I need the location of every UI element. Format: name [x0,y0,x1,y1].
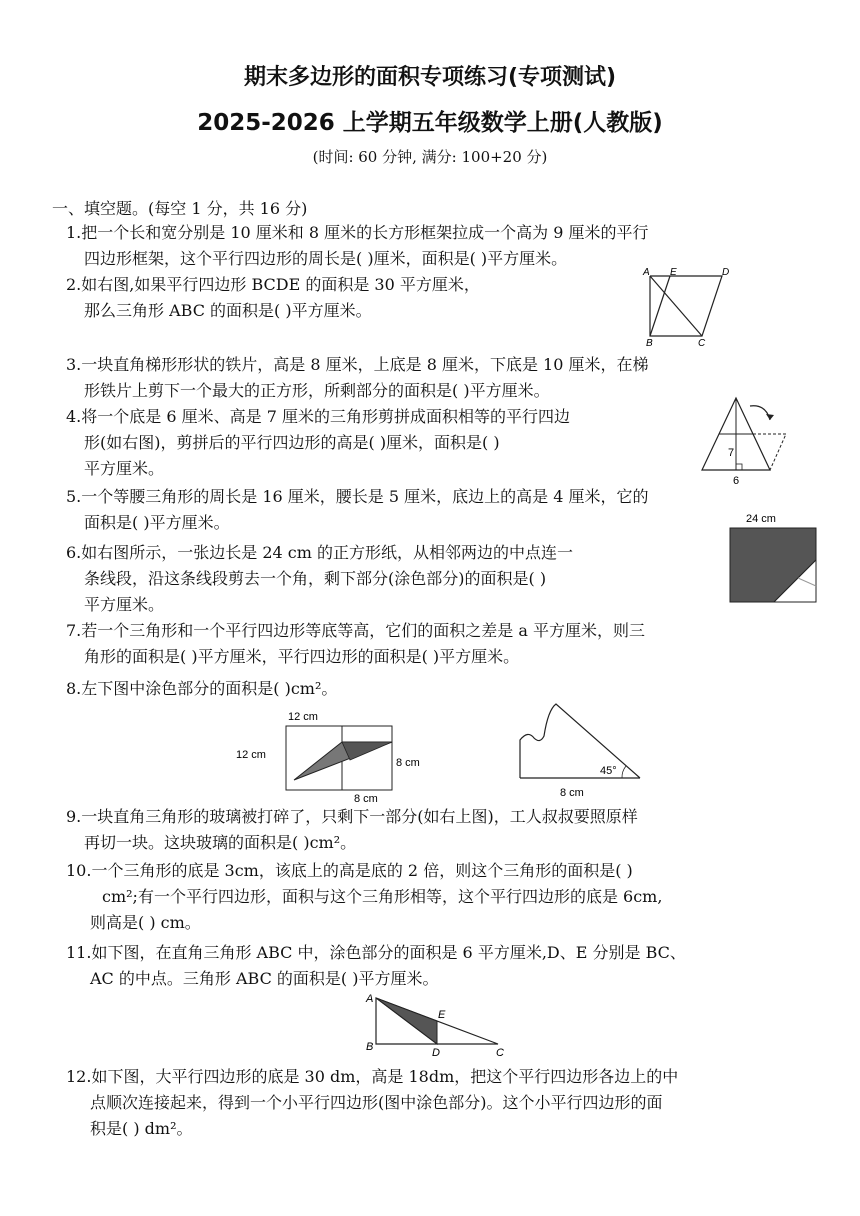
question-7 [66,618,645,670]
question-1-line-2: 四边形框架，这个平行四边形的周长是( )厘米，面积是( )平方厘米。 [84,249,568,268]
question-11-line-2: AC 的中点。三角形 ABC 的面积是( )平方厘米。 [90,969,439,988]
fig8-label-left: 12 cm [236,749,266,761]
question-5-line-2: 面积是( )平方厘米。 [84,513,230,532]
question-1 [66,220,649,272]
question-2-line-1: 2.如右图,如果平行四边形 BCDE 的面积是 30 平方厘米， [66,275,480,294]
question-4-line-3: 平方厘米。 [84,459,165,478]
question-11 [66,940,686,992]
page-subtitle: 2025-2026 上学期五年级数学上册(人教版) [197,110,663,136]
question-6-line-2: 条线段，沿这条线段剪去一个角，剩下部分(涂色部分)的面积是( ) [84,569,547,588]
question-11-line-1: 11.如下图，在直角三角形 ABC 中，涂色部分的面积是 6 平方厘米,D、E 分别是 BC、 [66,943,686,962]
question-6 [66,540,573,618]
question-3 [66,352,649,404]
question-4-line-1: 4.将一个底是 6 厘米、高是 7 厘米的三角形剪拼成面积相等的平行四边 [66,407,570,426]
question-6-line-1: 6.如右图所示，一张边长是 24 cm 的正方形纸，从相邻两边的中点连一 [66,543,574,562]
fig2-label-b: B [646,338,653,346]
fig11-label-b: B [366,1041,374,1053]
question-12 [66,1064,678,1142]
section-heading: 一、填空题。(每空 1 分，共 16 分) [52,199,308,218]
question-7-line-1: 7.若一个三角形和一个平行四边形等底等高，它们的面积之差是 a 平方厘米，则三 [66,621,645,640]
question-3-line-1: 3.一块直角梯形形状的铁片，高是 8 厘米，上底是 8 厘米，下底是 10 厘米，在梯 [66,355,649,374]
question-2-line-2: 那么三角形 ABC 的面积是( )平方厘米。 [84,301,372,320]
fig6-label: 24 cm [746,513,776,525]
fig2-label-c: C [698,338,706,346]
question-4-line-2: 形(如右图)，剪拼后的平行四边形的高是( )厘米，面积是( ) [84,433,500,452]
question-9 [66,804,638,856]
question-7-line-2: 角形的面积是( )平方厘米，平行四边形的面积是( )平方厘米。 [84,647,520,666]
question-10-line-1: 10.一个三角形的底是 3cm，该底上的高是底的 2 倍，则这个三角形的面积是( ) [66,861,633,880]
question-9-line-1: 9.一块直角三角形的玻璃被打碎了，只剩下一部分(如右上图)，工人叔叔要照原样 [66,807,638,826]
fig11-label-a: A [366,993,374,1005]
question-4 [66,404,570,482]
figure-parallelogram-bcde [640,266,740,346]
question-8 [66,676,337,702]
fig4-label-base: 6 [733,475,740,486]
question-12-line-1: 12.如下图，大平行四边形的底是 30 dm，高是 18dm，把这个平行四边形各边上的中 [66,1067,679,1086]
fig11-label-c: C [496,1047,504,1059]
fig11-label-e: E [438,1009,446,1021]
figure-square-paper [726,510,822,606]
question-12-line-3: 积是( ) dm²。 [90,1119,193,1138]
question-1-line-1: 1.把一个长和宽分别是 10 厘米和 8 厘米的长方形框架拉成一个高为 9 厘米的平行 [66,223,649,242]
question-2 [66,272,480,324]
fig11-label-d: D [432,1047,440,1059]
question-10-line-3: 则高是( ) cm。 [90,913,201,932]
question-5 [66,484,649,536]
fig9-label-angle: 45° [600,765,617,777]
figure-broken-triangle [510,700,650,804]
question-3-line-2: 形铁片上剪下一个最大的正方形，所剩部分的面积是( )平方厘米。 [84,381,550,400]
fig8-label-top: 12 cm [288,711,318,723]
fig2-label-d: D [722,267,730,278]
question-6-line-3: 平方厘米。 [84,595,165,614]
fig8-label-bottom: 8 cm [354,793,378,802]
fig2-label-a: A [643,267,650,278]
page-title: 期末多边形的面积专项练习(专项测试) [243,65,617,90]
figure-triangle-cut [696,394,792,486]
exam-info: (时间: 60 分钟, 满分: 100+20 分) [312,148,548,166]
fig4-label-height: 7 [728,447,735,459]
fig9-label-base: 8 cm [560,787,584,799]
question-12-line-2: 点顺次连接起来，得到一个小平行四边形(图中涂色部分)。这个小平行四边形的面 [90,1093,663,1112]
question-5-line-1: 5.一个等腰三角形的周长是 16 厘米，腰长是 5 厘米，底边上的高是 4 厘米，它的 [66,487,649,506]
figure-two-squares [232,706,442,802]
fig2-label-e: E [670,267,677,278]
question-10 [66,858,662,936]
question-8-line-1: 8.左下图中涂色部分的面积是( )cm²。 [66,679,338,698]
figure-right-triangle-abc [364,990,514,1060]
question-10-line-2: cm²;有一个平行四边形，面积与这个三角形相等，这个平行四边形的底是 6cm, [102,887,663,906]
question-9-line-2: 再切一块。这块玻璃的面积是( )cm²。 [84,833,357,852]
fig8-label-right: 8 cm [396,757,420,769]
